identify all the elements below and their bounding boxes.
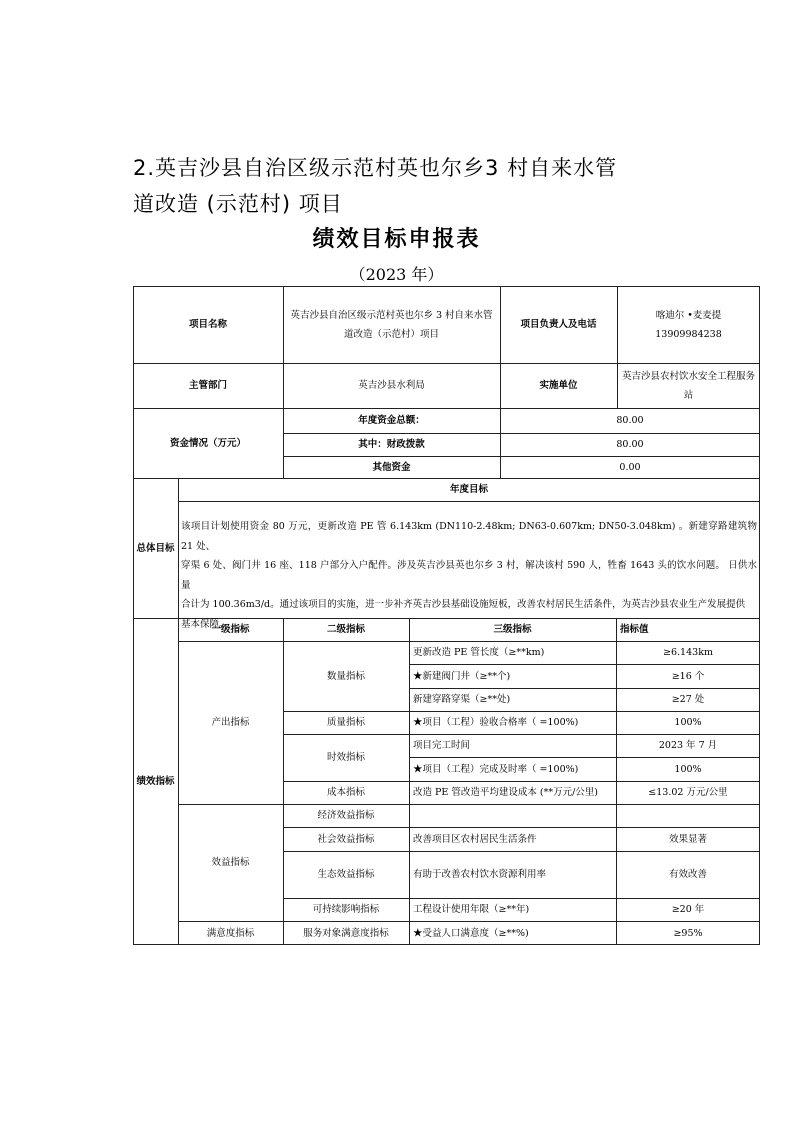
indicator-name: ★项目（工程）完成及时率（ =100%) bbox=[413, 763, 579, 775]
level2-cost: 成本指标 bbox=[326, 787, 365, 798]
unit-value bbox=[617, 363, 760, 408]
indicator-value: ≤13.02 万元/公里 bbox=[648, 787, 728, 798]
owner-value: 喀迪尔 •麦麦提 13909984238 bbox=[655, 309, 722, 340]
level2-sustainable: 可持续影响指标 bbox=[312, 904, 380, 915]
document-heading bbox=[133, 150, 653, 222]
indicator-value: 100% bbox=[674, 717, 702, 728]
indicator-value: ≥6.143km bbox=[663, 647, 713, 658]
level2-timeliness: 时效指标 bbox=[326, 752, 365, 763]
goal-text-line: 该项目计划使用资金 80 万元，更新改造 PE 管 6.143km (DN110-2.48km; DN63-0.607km; DN50-3.048km) 。新建穿路建筑物 21 处、 bbox=[181, 521, 757, 552]
indicator-name: 新建穿路穿渠（≥**处) bbox=[413, 694, 511, 705]
funds-label: 资金情况（万元） bbox=[169, 437, 246, 449]
owner-label: 项目负责人及电话 bbox=[520, 319, 597, 330]
dept-label: 主管部门 bbox=[188, 380, 227, 391]
level1-output: 产出指标 bbox=[211, 717, 250, 728]
funds-other-label: 其他资金 bbox=[372, 461, 411, 473]
unit-line-1: 英吉沙县农村饮水安全工程服务 bbox=[621, 370, 755, 382]
indicator-value: ≥27 处 bbox=[671, 694, 705, 705]
funds-total-value: 80.00 bbox=[616, 415, 644, 426]
indicator-value: 2023 年 7 月 bbox=[658, 740, 718, 751]
col-header-level3: 三级指标 bbox=[493, 624, 532, 635]
unit-label: 实施单位 bbox=[539, 380, 578, 391]
project-name-value bbox=[283, 286, 500, 363]
funds-fiscal-label: 其中：财政拨款 bbox=[358, 439, 425, 450]
col-header-level1: 一级指标 bbox=[211, 624, 250, 635]
col-header-value: 指标值 bbox=[620, 624, 649, 635]
form-year: （2023 年） bbox=[349, 265, 444, 284]
project-name-line-2: 道改造（示范村）项目 bbox=[343, 328, 439, 340]
col-header-level2: 二级指标 bbox=[326, 624, 365, 635]
indicator-value: ≥20 年 bbox=[671, 904, 705, 915]
grid-line bbox=[178, 501, 760, 502]
indicator-name: 改善项目区农村居民生活条件 bbox=[413, 833, 537, 845]
funds-total-label: 年度资金总额： bbox=[358, 415, 425, 426]
indicator-name: ★项目（工程）验收合格率（ =100%) bbox=[413, 717, 579, 728]
heading-line-1: 2.英吉沙县自治区级示范村英也尔乡3 村自来水管 bbox=[133, 156, 618, 180]
indicator-value: 效果显著 bbox=[668, 833, 707, 845]
indicator-value: 有效改善 bbox=[668, 869, 707, 880]
level1-benefit: 效益指标 bbox=[211, 857, 250, 868]
goal-text-line: 合计为 100.36m3/d。通过该项目的实施，进一步补齐英吉沙县基础设施短板，改善农村居民生活条件，为英吉沙县农业生产发展提供 bbox=[181, 599, 746, 610]
dept-value: 英吉沙县水利局 bbox=[358, 380, 425, 391]
level2-social: 社会效益指标 bbox=[317, 833, 375, 845]
indicator-name bbox=[409, 804, 616, 827]
goal-header: 年度目标 bbox=[449, 484, 488, 495]
unit-line-2: 站 bbox=[683, 389, 694, 401]
project-name-line-1: 英吉沙县自治区级示范村英也尔乡 3 村自来水管 bbox=[290, 309, 493, 321]
indicator-value bbox=[616, 804, 760, 827]
form-title: 绩效目标申报表 bbox=[312, 227, 481, 252]
indicator-name: 更新改造 PE 管长度（≥**km) bbox=[413, 647, 545, 658]
funds-other-value: 0.00 bbox=[619, 461, 641, 473]
project-name-label: 项目名称 bbox=[188, 319, 227, 330]
indicator-name: 有助于改善农村饮水资源利用率 bbox=[413, 869, 547, 880]
goal-text-line: 基本保障。 bbox=[181, 618, 229, 630]
level2-quantity: 数量指标 bbox=[326, 670, 365, 682]
indicator-name: ★新建阀门井（≥**个) bbox=[413, 670, 511, 682]
goal-text-line: 穿渠 6 处、阀门井 16 座、118 户部分入户配件。涉及英吉沙县英也尔乡 3 村，解决该村 590 人，牲畜 1643 头的饮水问题。 日供水量 bbox=[181, 560, 757, 591]
indicator-name: 工程设计使用年限（≥**年) bbox=[413, 904, 530, 915]
level2-quality: 质量指标 bbox=[326, 717, 365, 728]
level2-ecological: 生态效益指标 bbox=[317, 869, 375, 880]
goal-text bbox=[178, 517, 760, 634]
level2-service: 服务对象满意度指标 bbox=[303, 927, 389, 939]
indicator-value: ≥16 个 bbox=[671, 670, 705, 682]
funds-fiscal-value: 80.00 bbox=[616, 439, 644, 450]
indicator-name: 改造 PE 管改造平均建设成本 (**万元/公里) bbox=[413, 787, 598, 798]
indicator-name: 项目完工时间 bbox=[413, 740, 471, 751]
indicator-value: ≥95% bbox=[673, 927, 703, 939]
indicator-name: ★受益人口满意度（≥**%) bbox=[413, 927, 529, 939]
indicators-label: 绩效指标 bbox=[136, 776, 175, 787]
level2-economic: 经济效益指标 bbox=[317, 810, 375, 821]
level1-satisfaction: 满意度指标 bbox=[206, 927, 255, 939]
goal-label: 总体目标 bbox=[136, 542, 175, 554]
heading-line-2: 道改造 (示范村) 项目 bbox=[133, 192, 343, 216]
indicator-value: 100% bbox=[674, 763, 702, 775]
